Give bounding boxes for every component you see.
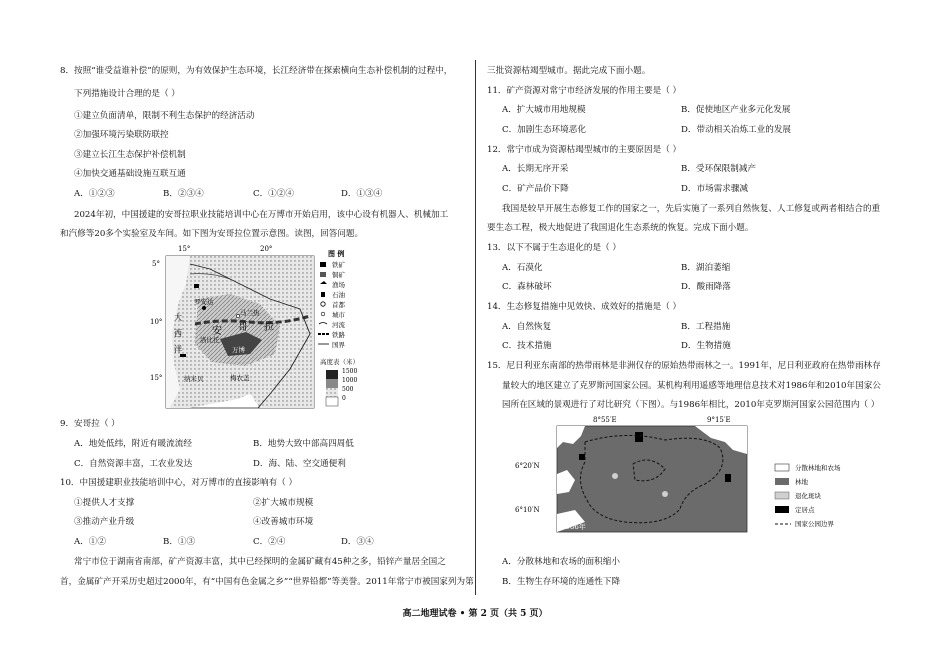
q11-choice-b[interactable]: B．促使地区产业多元化发展 (681, 105, 791, 115)
passage-c-line2: 要生态工程，极大地促进了我国退化生态系统的恢复。完成下面小题。 (487, 223, 754, 233)
elev-tick-1500: 1500 (342, 368, 358, 375)
legend-title: 图 例 (328, 249, 345, 258)
passage-b-line2: 首，金属矿产开采历史超过2000年，有“中国有色金属之乡”“世界铅都”等美誉。2011年常宁市被国家列为第 (60, 577, 474, 587)
q8-option-4: ④加快交通基础设施互联互通 (74, 169, 186, 179)
q8-option-1: ①建立负面清单，限制不利生态保护的经济活动 (74, 111, 255, 121)
q14-choice-c[interactable]: C．技术措施 (502, 341, 552, 351)
legend-settlement: 定居点 (795, 506, 815, 514)
angola-map-figure (150, 244, 386, 414)
lat-label-15: 15° (150, 374, 163, 382)
q15-choice-a[interactable]: A．分散林地和农场的面积缩小 (502, 557, 620, 567)
q11-choice-a[interactable]: A．扩大城市用地规模 (502, 105, 586, 115)
label-menongue: 梅农盖 (230, 374, 250, 382)
q10-choice-d[interactable]: D．③④ (341, 537, 374, 547)
column-divider (475, 60, 476, 595)
q10-option-3: ③推动产业升级 (74, 517, 135, 527)
fishery-marker (180, 354, 186, 357)
degraded-patch-1 (612, 473, 618, 479)
q10-option-4: ④改善城市环境 (253, 517, 314, 527)
city-marker (236, 314, 239, 317)
nigeria-map-svg (515, 414, 893, 542)
q10-stem: 10．中国援建职业技能培训中心，对万博市的直接影响有（ ） (60, 478, 298, 488)
passage-b-line1: 常宁市位于湖南省南部，矿产资源丰富，其中已经探明的金属矿藏有45种之多，铅锌产量居全国之 (74, 557, 446, 567)
q8-choice-c[interactable]: C．①②④ (253, 189, 294, 199)
elev-band-4 (326, 397, 338, 406)
label-luanda: 罗安达 (194, 298, 214, 306)
legend-railway: 铁路 (332, 331, 345, 339)
q14-choice-d[interactable]: D．生物措施 (681, 341, 731, 351)
q11-choice-d[interactable]: D．带动相关冶炼工业的发展 (681, 125, 792, 135)
settlement-2 (579, 454, 585, 460)
legend-border: 国界 (332, 341, 345, 349)
passage-c-line1: 我国是较早开展生态修复工作的国家之一，先后实施了一系列自然恢复、人工修复或两者相结合的重 (502, 204, 881, 214)
q12-choice-d[interactable]: D．市场需求骤减 (681, 184, 749, 194)
elevation-title: 高度表（米） (320, 358, 359, 366)
label-country-an: 安 (212, 326, 222, 337)
q12-choice-b[interactable]: B．受环保限制减产 (681, 164, 757, 174)
label-ocean-yang: 洋 (174, 345, 182, 354)
year-label: 1986年 (561, 523, 586, 531)
elev-band-2 (326, 379, 338, 388)
legend-fishery: 渔场 (332, 281, 345, 289)
iron-ore-marker (194, 284, 199, 288)
q8-option-2: ②加强环境污染联防联控 (74, 130, 169, 140)
q11-choice-c[interactable]: C．加剧生态环境恶化 (502, 125, 586, 135)
q10-choice-b[interactable]: B．①③ (163, 537, 196, 547)
passage-b-continuation: 三批资源枯竭型城市。据此完成下面小题。 (487, 66, 651, 76)
label-country-la: 拉 (264, 322, 274, 333)
label-ocean-da: 大 (174, 313, 182, 322)
legend-degraded-symbol (775, 492, 789, 499)
legend-capital: 首都 (332, 301, 345, 309)
lon-label-20: 20° (260, 245, 273, 253)
q13-stem: 13．以下不属于生态退化的是（ ） (487, 243, 621, 253)
q14-stem: 14．生态修复措施中见效快、成效好的措施是（ ） (487, 302, 682, 312)
q13-choice-c[interactable]: C．森林破坏 (502, 282, 552, 292)
lon-label-15: 15° (178, 245, 191, 253)
q12-stem: 12．常宁市成为资源枯竭型城市的主要原因是（ ） (487, 145, 682, 155)
lat-label-610: 6°10′N (515, 506, 540, 514)
q14-choice-b[interactable]: B．工程措施 (681, 322, 731, 332)
label-lobito: 洛比托 (200, 336, 220, 344)
legend-settlement-symbol (775, 506, 789, 513)
lat-label-5: 5° (152, 260, 160, 268)
lon-label-855: 8°55′E (593, 416, 617, 424)
q10-option-2: ②扩大城市规模 (253, 498, 314, 508)
label-huambo: 万博 (232, 346, 245, 354)
legend-copper: 铜矿 (332, 271, 345, 279)
q8-choice-b[interactable]: B．②③④ (163, 189, 204, 199)
q11-stem: 11．矿产资源对常宁市经济发展的作用主要是（ ） (487, 86, 682, 96)
label-namibe: 纳米贝 (184, 375, 204, 383)
degraded-patch-2 (662, 491, 668, 497)
elev-band-3 (326, 388, 338, 397)
legend-oil: 石油 (332, 291, 345, 299)
settlement-1 (635, 432, 643, 442)
q15-choice-b[interactable]: B．生物生存环境的连通性下降 (502, 577, 621, 587)
q15-stem-line1: 15．尼日利亚东南部的热带雨林是非洲仅存的原始热带雨林之一。1991年，尼日利亚政府在热带雨林存 (487, 361, 881, 371)
q8-choice-a[interactable]: A．①②③ (74, 189, 115, 199)
legend-oil-symbol (321, 292, 325, 297)
legend-copper-symbol (320, 272, 326, 277)
q10-choice-c[interactable]: C．②④ (253, 537, 286, 547)
q13-choice-a[interactable]: A．石漠化 (502, 263, 543, 273)
q8-stem-line1: 8．按照“谁受益谁补偿”的原则，为有效保护生态环境，长江经济带在探索横向生态补偿机制的过程中， (60, 66, 453, 76)
q9-choice-a[interactable]: A．地处低纬，附近有暖流流经 (74, 439, 192, 449)
label-malanje: 马兰热 (240, 309, 260, 317)
capital-marker (202, 306, 206, 310)
lat-label-620: 6°20′N (515, 462, 540, 470)
q10-choice-a[interactable]: A．①② (74, 537, 106, 547)
nigeria-map-figure (515, 414, 893, 542)
q8-choice-d[interactable]: D．①③④ (341, 189, 383, 199)
legend-city: 城市 (332, 311, 345, 319)
legend-iron: 铁矿 (332, 261, 345, 269)
legend-forest: 林地 (795, 478, 808, 486)
q12-choice-c[interactable]: C．矿产品价下降 (502, 184, 569, 194)
settlement-3 (725, 474, 731, 482)
q10-option-1: ①提供人才支撑 (74, 498, 135, 508)
legend-boundary: 国家公园边界 (795, 520, 834, 528)
passage-a-line1: 2024年初，中国援建的安哥拉职业技能培训中心在万博市开始启用，该中心设有机器人、机械加工 (74, 210, 449, 220)
legend-forest-symbol (775, 478, 789, 485)
q9-stem: 9．安哥拉（ ） (60, 419, 120, 429)
elev-band-1 (326, 370, 338, 379)
page-footer: 高二地理试卷 • 第 2 页（共 5 页） (402, 609, 548, 619)
q13-choice-b[interactable]: B．湖泊萎缩 (681, 263, 731, 273)
q8-option-3: ③建立长江生态保护补偿机制 (74, 150, 186, 160)
q9-choice-b[interactable]: B．地势大致中部高四周低 (253, 439, 354, 449)
legend-river: 河流 (332, 321, 345, 329)
q14-choice-a[interactable]: A．自然恢复 (502, 322, 552, 332)
elev-tick-500: 500 (342, 386, 354, 393)
q9-choice-c[interactable]: C．自然资源丰富，工农业发达 (74, 459, 193, 469)
angola-map-svg (150, 244, 386, 414)
elev-tick-0: 0 (342, 395, 346, 402)
passage-a-line2: 和汽修等20多个实验室及车间。如下图为安哥拉位置示意图。读图，回答问题。 (60, 229, 364, 239)
elev-tick-1000: 1000 (342, 377, 358, 384)
lon-label-915: 9°15′E (707, 416, 731, 424)
q15-stem-line3: 园所在区域的景观进行了对比研究（下图）。与1986年相比，2010年克罗斯河国家公园范围内（ ） (502, 400, 880, 410)
label-country-ge: 哥 (238, 322, 248, 333)
legend-city-symbol (321, 312, 325, 316)
legend-iron-symbol (320, 262, 326, 267)
legend-degraded: 退化斑块 (795, 492, 821, 500)
lat-label-10: 10° (150, 318, 163, 326)
q9-choice-d[interactable]: D．海、陆、空交通便利 (253, 459, 346, 469)
q8-stem-line2: 下列措施设计合理的是（ ） (74, 89, 180, 99)
legend-scattered-symbol (775, 464, 789, 471)
q12-choice-a[interactable]: A．长期无序开采 (502, 164, 569, 174)
q15-stem-line2: 量较大的地区建立了克罗斯河国家公园。某机构利用遥感等地理信息技术对1986年和2010年国家公 (502, 381, 881, 391)
q13-choice-d[interactable]: D．酸雨降落 (681, 282, 731, 292)
legend-scattered: 分散林地和农场 (795, 464, 841, 472)
label-ocean-xi: 西 (174, 329, 182, 338)
